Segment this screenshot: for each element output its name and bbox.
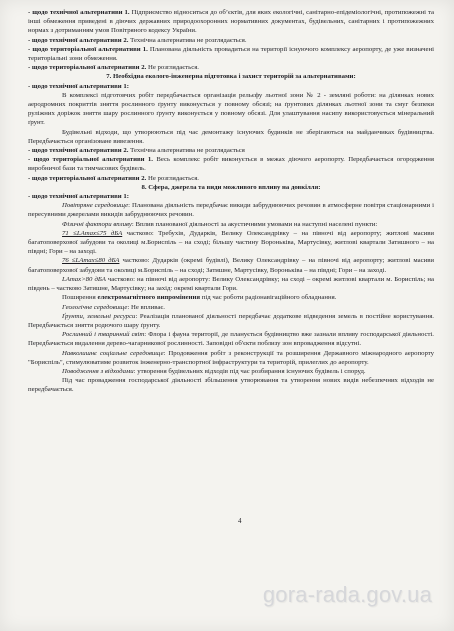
paragraph-text: Планована діяльність провадиться на території існуючого комплексу аеропорту, де уже визначені територіальні зони обмеження.: [28, 45, 434, 63]
paragraph-terr-alt-2-b: [28, 174, 434, 183]
paragraph-text: : утворення будівельних відходів під час розбирання існуючих будівель і споруд.: [133, 367, 366, 375]
paragraph-emr: [28, 293, 434, 302]
paragraph-text: Поширення: [62, 294, 98, 302]
section-heading-7: 7. Необхідна еколого-інженерна підготовка і захист територій за альтернативами:: [106, 73, 356, 81]
bullet-heading: - щодо територіальної альтернативи 2.: [28, 174, 147, 182]
paragraph-noise-71-75: [28, 229, 434, 257]
paragraph-terr-alt-1-b: [28, 155, 434, 173]
bullet-heading: - щодо територіальної альтернативи 1.: [28, 156, 153, 164]
paragraph-tech-alt-2: [28, 36, 434, 45]
watermark: gora-rada.gov.ua: [262, 582, 432, 607]
noise-range-label: 76 ≤LAmax≤80 дБА: [62, 257, 120, 265]
paragraph-tech-alt-1: [28, 8, 434, 36]
paragraph-text: Весь комплекс робіт виконується в межах діючого аеропорту. Передбачається огородження виробничої бази та тимчасових будівель.: [28, 156, 434, 173]
paragraph-text: : Планована діяльність передбачає викиди забруднюючих речовин в атмосферне повітря стаціонарними і пересувними джерелами викидів забруднюючих речовин.: [28, 202, 434, 219]
bold-term: електромагнітного випромінення: [97, 294, 201, 302]
italic-label: Навколишнє соціальне середовище: [62, 349, 164, 357]
italic-label: Фізичні фактори впливу: [62, 220, 132, 228]
paragraph-social: [28, 349, 434, 367]
bullet-heading: - щодо територіальної альтернативи 2.: [28, 64, 147, 72]
bullet-heading: - щодо територіальної альтернативи 1.: [28, 45, 148, 53]
italic-label: Ґрунти, земельні ресурси: [62, 312, 136, 320]
paragraph-text: : Не впливає.: [127, 303, 165, 311]
italic-label: Геологічне середовище: [62, 303, 128, 311]
paragraph-terr-alt-2: [28, 63, 434, 72]
paragraph-text: В комплексі підготовчих робіт передбачається організація рельєфу льотної зони № 2 - земляні роботи: на ділянках нових аеродромних покриттів зняття рослинного ґрунту виконується у повному обсязі; на ґрунтових ділянках льотної зони та смуг безпеки руліжних доріжок зняття шару рослинного ґрунту виконується у повному обсязі. Для улаштування насипу використовується мінеральний ґрунт.: [28, 91, 434, 127]
paragraph-text: : Продовження робіт з реконструкції та розширення Державного міжнародного аеропорту "Бориспіль", стимулюватиме розвиток інженерно-транспортної інфраструктури та територій, прилеглих до аеропорту.: [28, 349, 435, 366]
paragraph-soil: [28, 312, 434, 330]
paragraph-air: [28, 201, 434, 219]
paragraph-text: Підприємство відноситься до об’єктів, для яких екологічні, санітарно-епідеміологічні, протипожежні та інші обмеження приведені в діючих державних природоохоронних нормативних документах, будівельних, санітарних і протипожежних нормах з дотриманням умов Повітряного кодексу України.: [28, 9, 434, 35]
paragraph-text: Технічна альтернатива не розглядається: [128, 147, 245, 155]
paragraph-text: : Вплив планованої діяльності за акустичними умовами на наступні населені пункти:: [131, 220, 378, 228]
bullet-heading: - щодо технічної альтернативи 1:: [28, 82, 129, 90]
paragraph-text: Під час провадження господарської діяльності збільшення утворювання та утворення нових видів небезпечних відходів не передбачається.: [28, 377, 434, 394]
bullet-heading: - щодо технічної альтернативи 1.: [28, 9, 130, 16]
italic-label: Рослинний і тваринний світ: [62, 331, 145, 339]
paragraph-tech-alt-2-b: [28, 146, 434, 155]
bullet-heading: - щодо технічної альтернативи 1:: [28, 193, 129, 201]
bullet-heading: - щодо технічної альтернативи 2.: [28, 36, 129, 44]
paragraph-text: частково: Дударків (окремі будівлі), Велику Олександрівку – на півночі від аеропорту; житлові масиви багатоповерхової забудови та околиці м.Бориспіль – на сході; Затишне, Мартусівку, Вороньківа – на півдні; Гори – на заході.: [28, 257, 434, 274]
page-number: 4: [238, 517, 242, 525]
paragraph-noise-80: [28, 275, 434, 293]
section-heading-8: 8. Сфера, джерела та види можливого впливу на довкілля:: [141, 183, 321, 191]
paragraph-terr-alt-1: [28, 45, 434, 63]
paragraph-text: : Флора і фауна території, де планується будівництво вже зазнали впливу господарської діяльності. Передбачається видалення дерево-чагарникової рослинності. Заповідні об'єкти поблизу зон впровадження відсутні.: [28, 331, 434, 348]
paragraph-text: Будівельні відходи, що утворюються під час демонтажу існуючих будинків не зберігаються на майданчиках будівництва. Передбачається організоване вивезення.: [28, 128, 434, 145]
paragraph-text: Не розглядається.: [146, 174, 199, 182]
paragraph-text: під час роботи радіонавігаційного обладнання.: [200, 294, 337, 302]
document-body: [28, 8, 434, 395]
bullet-heading: - щодо технічної альтернативи 2.: [28, 147, 129, 155]
paragraph-geology: [28, 303, 434, 312]
paragraph-text: Не розглядається.: [146, 64, 199, 72]
paragraph-noise-76-80: [28, 256, 434, 274]
paragraph-waste: [28, 367, 434, 376]
paragraph-flora-fauna: [28, 330, 434, 348]
paragraph-text: частково: на півночі від аеропорту: Велику Олександрівку; на сході – окремі житлові квартали м. Бориспіль; на південь – частково Затишне, Мартусівку; на захід: окремі квартали Гори.: [28, 275, 435, 293]
paragraph-text: Технічна альтернатива не розглядається.: [128, 36, 247, 44]
paragraph-physical: [28, 220, 434, 229]
italic-label: Повітряне середовище: [62, 202, 129, 210]
paragraph-text: : Реалізація планованої діяльності передбачає додаткове відведення земель в постійне користування. Передбачається зняття родючого шару ґрунту.: [28, 312, 434, 329]
noise-range-label: LAmax>80 дБА: [62, 275, 106, 283]
noise-range-label: 71 ≤LAmax≤75 дБА: [62, 229, 123, 237]
italic-label: Поводження з відходами: [62, 367, 134, 375]
paragraph-text: частково: Требухів, Дударків, Велику Олександрівку – на півночі від аеропорту; житлові масиви багатоповерхової забудови та околиці м.Бориспіль – на сході; більшу частину Вороньківа, Мартусівку, житлові квартали Затишного – на півдні; Гори – на заході.: [28, 229, 434, 256]
